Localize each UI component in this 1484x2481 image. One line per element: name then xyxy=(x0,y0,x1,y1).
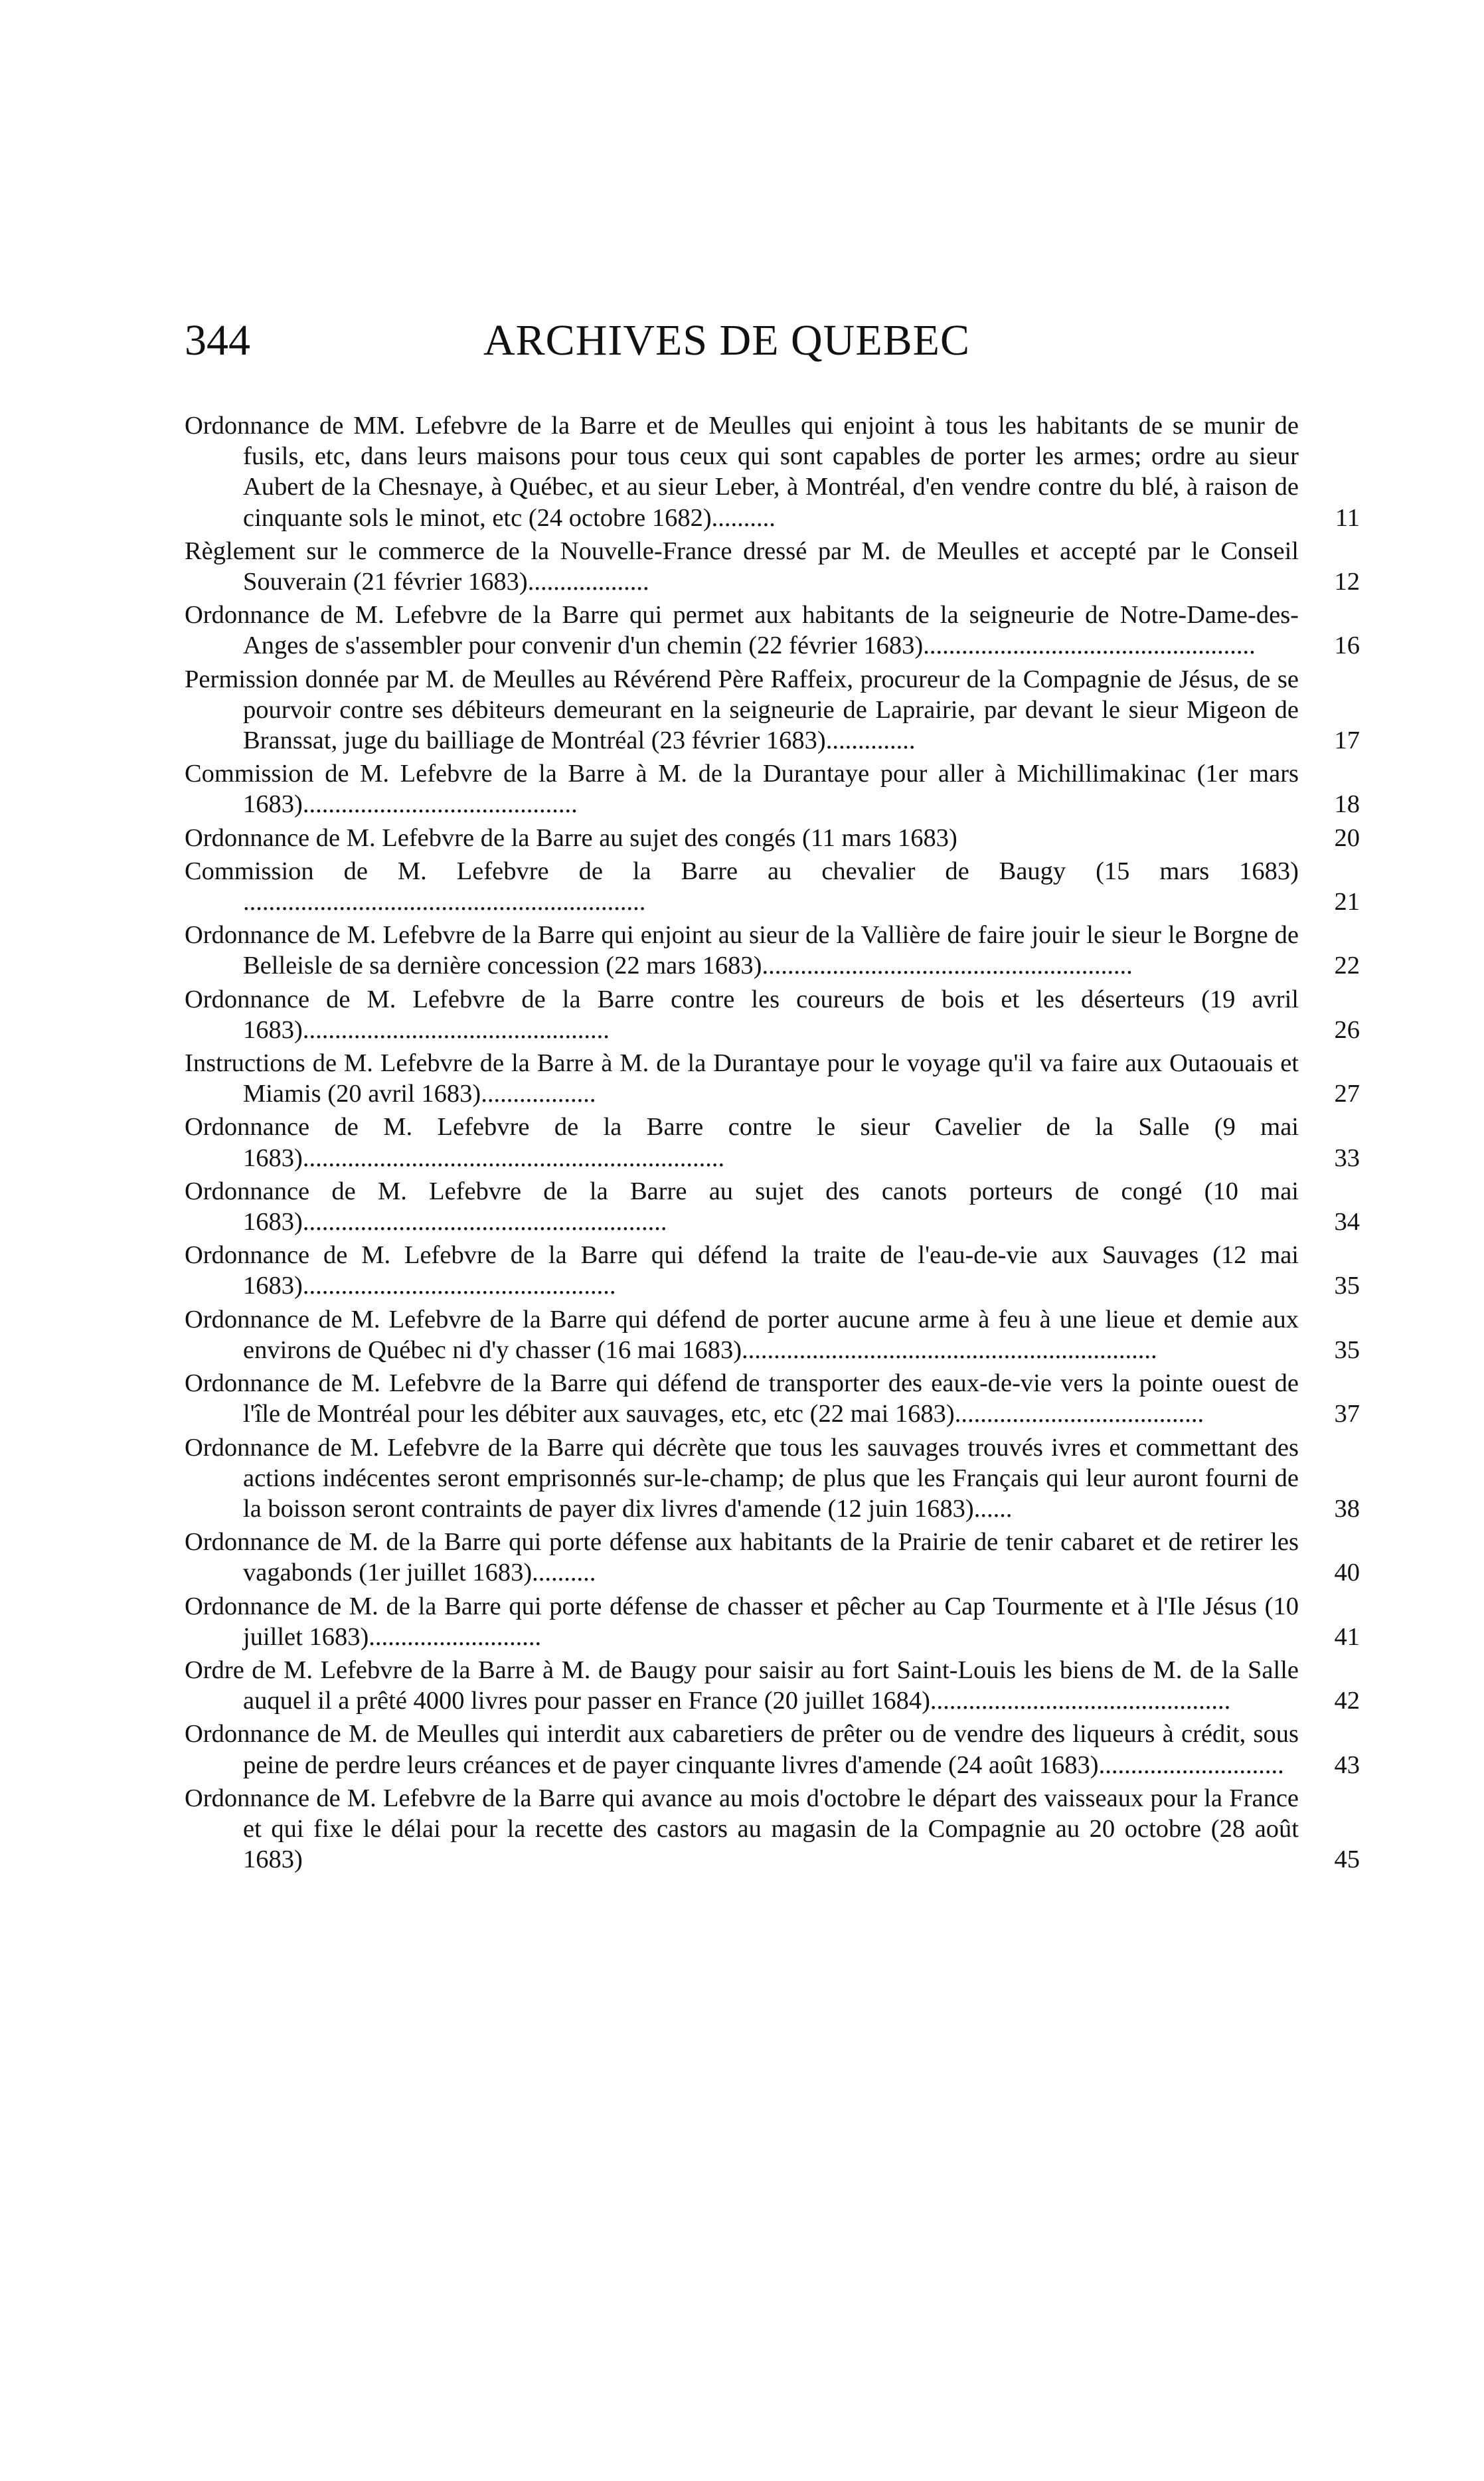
entry-text: Ordonnance de M. Lefebvre de la Barre contre les coureurs de bois et les déserteurs (19 avril 1683)................................................ xyxy=(185,985,1299,1044)
entry-text: Ordonnance de M. Lefebvre de la Barre qui avance au mois d'octobre le départ des vaisseaux pour la France et qui fixe le délai pour la recette des castors au magasin de la Compagnie au 20 octobre (28 août 1683) xyxy=(185,1784,1299,1874)
entry-text: Ordonnance de M. Lefebvre de la Barre contre le sieur Cavelier de la Salle (9 mai 1683).................................................................. xyxy=(185,1113,1299,1172)
entry-text: Ordonnance de M. Lefebvre de la Barre qui permet aux habitants de la seigneurie de Notre-Dame-des-Anges de s'assembler pour convenir d'un chemin (22 février 1683).................................................... xyxy=(185,601,1299,660)
entry-page-number: 27 xyxy=(1334,1080,1360,1108)
toc-entry xyxy=(185,1368,1360,1429)
toc-entry xyxy=(185,1240,1360,1301)
entry-page-number: 35 xyxy=(1334,1335,1360,1364)
entry-page-number: 12 xyxy=(1334,568,1360,596)
entry-page-number: 34 xyxy=(1334,1208,1360,1237)
entry-text: Permission donnée par M. de Meulles au Révérend Père Raffeix, procureur de la Compagnie de Jésus, de se pourvoir contre ses débiteurs demeurant en la seigneurie de Laprairie, par devant le sieur Migeon de Branssat, juge du bailliage de Montréal (23 février 1683).............. xyxy=(185,665,1299,755)
entry-page-number: 17 xyxy=(1334,727,1360,755)
entry-text: Ordre de M. Lefebvre de la Barre à M. de Baugy pour saisir au fort Saint-Louis les biens de M. de la Salle auquel il a prêté 4000 livres pour passer en France (20 juillet 1684)............................................... xyxy=(185,1656,1299,1715)
toc-entry xyxy=(185,600,1360,661)
toc-entry xyxy=(185,920,1360,981)
entry-page-number: 40 xyxy=(1334,1559,1360,1587)
entry-page-number: 43 xyxy=(1334,1751,1360,1779)
entry-text: Ordonnance de M. Lefebvre de la Barre au sujet des canots porteurs de congé (10 mai 1683)......................................................... xyxy=(185,1177,1299,1237)
entry-page-number: 33 xyxy=(1334,1144,1360,1172)
toc-entry xyxy=(185,1591,1360,1652)
entry-page-number: 26 xyxy=(1334,1015,1360,1044)
entry-page-number: 45 xyxy=(1334,1845,1360,1874)
entry-text: Commission de M. Lefebvre de la Barre au chevalier de Baugy (15 mars 1683) ............................................................... xyxy=(185,857,1299,916)
entry-text: Ordonnance de M. de la Barre qui porte défense aux habitants de la Prairie de tenir cabaret et de retirer les vagabonds (1er juillet 1683).......... xyxy=(185,1528,1299,1587)
entry-text: Commission de M. Lefebvre de la Barre à M. de la Durantaye pour aller à Michillimakinac (1er mars 1683)........................................... xyxy=(185,760,1299,819)
entry-text: Règlement sur le commerce de la Nouvelle-France dressé par M. de Meulles et accepté par le Conseil Souverain (21 février 1683)................... xyxy=(185,537,1299,596)
entry-page-number: 35 xyxy=(1334,1272,1360,1300)
entry-text: Ordonnance de M. Lefebvre de la Barre qui défend la traite de l'eau-de-vie aux Sauvages (12 mai 1683)................................................. xyxy=(185,1241,1299,1300)
running-title: ARCHIVES DE QUEBEC xyxy=(483,316,971,365)
toc-entry xyxy=(185,536,1360,597)
entry-page-number: 11 xyxy=(1335,503,1360,532)
entry-text: Ordonnance de M. Lefebvre de la Barre au sujet des congés (11 mars 1683) xyxy=(185,823,957,852)
toc-entry xyxy=(185,1719,1360,1780)
toc-entry xyxy=(185,1304,1360,1365)
toc-entry xyxy=(185,823,1360,853)
entry-page-number: 41 xyxy=(1334,1622,1360,1651)
entry-page-number: 42 xyxy=(1334,1687,1360,1715)
toc-entry xyxy=(185,1432,1360,1525)
entry-text: Instructions de M. Lefebvre de la Barre à M. de la Durantaye pour le voyage qu'il va faire aux Outaouais et Miamis (20 avril 1683).................. xyxy=(185,1049,1299,1108)
toc-entry xyxy=(185,1176,1360,1237)
entry-page-number: 18 xyxy=(1334,790,1360,819)
entry-text: Ordonnance de M. Lefebvre de la Barre qui défend de transporter des eaux-de-vie vers la pointe ouest de l'île de Montréal pour les débiter aux sauvages, etc, etc (22 mai 1683)....................................... xyxy=(185,1369,1299,1428)
entry-text: Ordonnance de M. de la Barre qui porte défense de chasser et pêcher au Cap Tourmente et à l'Ile Jésus (10 juillet 1683)........................... xyxy=(185,1592,1299,1651)
toc-entry xyxy=(185,1655,1360,1716)
entry-page-number: 38 xyxy=(1334,1494,1360,1523)
entry-text: Ordonnance de M. Lefebvre de la Barre qui défend de porter aucune arme à feu à une lieue et demie aux environs de Québec ni d'y chasser (16 mai 1683)................................................................. xyxy=(185,1305,1299,1364)
entry-text: Ordonnance de M. Lefebvre de la Barre qui décrète que tous les sauvages trouvés ivres et commettant des actions indécentes seront emprisonnés sur-le-champ; de plus que les Français qui leur auront fourni de la boisson seront contraints de payer dix livres d'amende (12 juin 1683)...... xyxy=(185,1433,1299,1523)
toc-entry xyxy=(185,410,1360,533)
toc-entry xyxy=(185,1783,1360,1875)
toc-entry xyxy=(185,1112,1360,1173)
entry-text: Ordonnance de M. Lefebvre de la Barre qui enjoint au sieur de la Vallière de faire jouir le sieur le Borgne de Belleisle de sa dernière concession (22 mars 1683).......................................................... xyxy=(185,921,1299,980)
toc-entry xyxy=(185,984,1360,1045)
toc-entry xyxy=(185,758,1360,819)
entry-page-number: 20 xyxy=(1334,823,1360,852)
entry-page-number: 21 xyxy=(1334,888,1360,916)
entry-page-number: 37 xyxy=(1334,1400,1360,1428)
entry-page-number: 22 xyxy=(1334,952,1360,980)
toc-entry xyxy=(185,1527,1360,1588)
table-of-contents xyxy=(185,410,1360,1877)
entry-text: Ordonnance de M. de Meulles qui interdit aux cabaretiers de prêter ou de vendre des liqueurs à crédit, sous peine de perdre leurs créances et de payer cinquante livres d'amende (24 août 1683)............................. xyxy=(185,1720,1299,1779)
toc-entry xyxy=(185,664,1360,756)
toc-entry xyxy=(185,856,1360,917)
entry-text: Ordonnance de MM. Lefebvre de la Barre et de Meulles qui enjoint à tous les habitants de se munir de fusils, etc, dans leurs maisons pour tous ceux qui sont capables de porter les armes; ordre au sieur Aubert de la Chesnaye, à Québec, et au sieur Leber, à Montréal, d'en vendre contre du blé, à raison de cinquante sols le minot, etc (24 octobre 1682).......... xyxy=(185,412,1299,532)
entry-page-number: 16 xyxy=(1334,632,1360,660)
toc-entry xyxy=(185,1048,1360,1109)
page-header xyxy=(185,311,1313,371)
page-number: 344 xyxy=(185,316,250,365)
